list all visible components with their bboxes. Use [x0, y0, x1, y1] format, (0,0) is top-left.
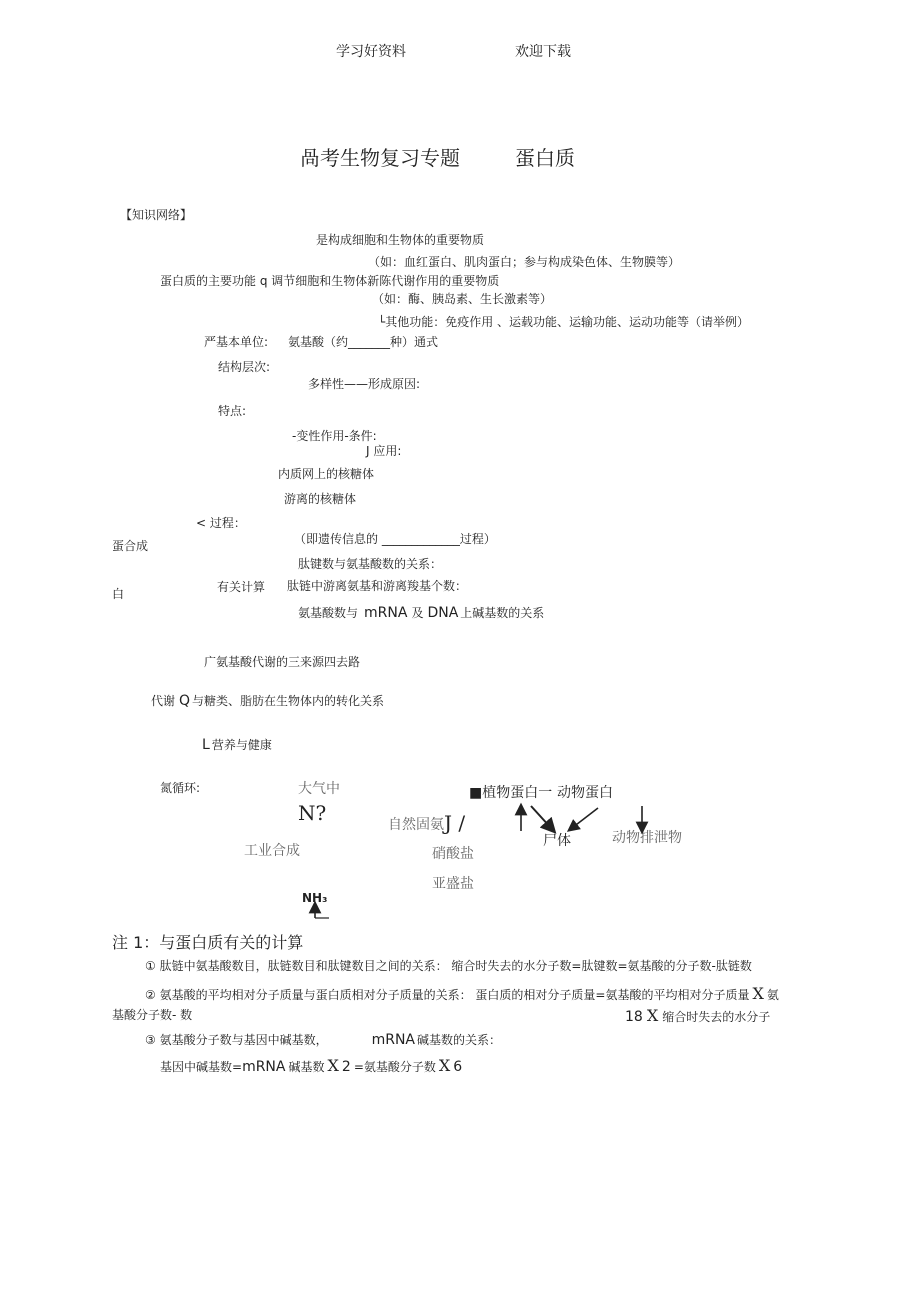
section-heading: 【知识网络】	[120, 208, 193, 222]
calculation-label: 有关计算	[217, 580, 266, 594]
peptide-relation: 肽键数与氨基酸数的关系：	[298, 557, 443, 571]
denaturation: -变性作用-条件:	[292, 429, 377, 443]
function-regulatory-example: （如：酶、胰岛素、生长激素等）	[372, 292, 553, 306]
industrial-synthesis: 工业合成	[244, 843, 300, 859]
application: J 应用:	[366, 444, 402, 458]
function-structural-example: （如：血红蛋白、肌肉蛋白；参与构成染色体、生物膜等）	[368, 255, 681, 269]
note-4: 基因中碱基数=mRNA 碱基数 X 2 =氨基酸分子数 X 6	[160, 1056, 463, 1075]
down-left-arrow-icon	[572, 808, 598, 828]
structure-levels: 结构层次:	[218, 360, 271, 374]
header-left: 学习好资料	[336, 44, 406, 60]
basic-unit-label: 严基本单位:	[204, 335, 269, 349]
free-ribosome: 游离的核糖体	[284, 492, 357, 506]
metabolic-conversion: 代谢 Q 与糖类、脂肪在生物体内的转化关系	[151, 693, 385, 709]
nutrition-health: L 营养与健康	[202, 737, 272, 753]
free-groups: 肽链中游离氨基和游离羧基个数：	[287, 579, 468, 593]
amino-acid-line: 氨基酸（约_______种）通式	[288, 335, 439, 349]
genetic-info-line: （即遗传信息的 _____________过程）	[294, 532, 496, 546]
note-1: ① 肽链中氨基酸数目，肽链数目和肽键数目之间的关系： 缩合时失去的水分子数=肽键数=氨基酸的分子数-肽链数	[145, 959, 752, 973]
animal-protein: 动物蛋白	[557, 785, 613, 801]
note-2: ② 氨基酸的平均相对分子质量与蛋白质相对分子质量的关系： 蛋白质的相对分子质量=氨基酸的平均相对分子质量 X 氨	[145, 984, 779, 1003]
er-ribosome: 内质网上的核糖体	[278, 467, 375, 481]
animal-excretion: 动物排泄物	[612, 830, 682, 846]
synthesis-process: < 过程：	[196, 516, 246, 530]
diversity: 多样性——形成原因:	[308, 377, 421, 391]
function-other: └其他功能：免疫作用 、运载功能、运输功能、运动功能等（请举例）	[378, 315, 750, 329]
note-2-tail: 18 X 缩合时失去的水分子	[625, 1006, 771, 1025]
note-2-continued: 基酸分子数- 数	[112, 1008, 193, 1022]
function-structural: 是构成细胞和生物体的重要物质	[316, 233, 485, 247]
natural-fixation: 自然固氨	[388, 817, 444, 833]
nh3-label: NH₃	[302, 891, 328, 905]
plant-protein: ■植物蛋白一	[469, 785, 553, 801]
atmosphere-label: 大气中	[298, 781, 340, 797]
nitrogen-cycle-label: 氮循环:	[160, 781, 201, 795]
main-functions: 蛋白质的主要功能 q 调节细胞和生物体新陈代谢作用的重要物质	[160, 274, 500, 288]
corpse-label: 尸体	[543, 833, 571, 849]
nitrite-label: 亚盛盐	[432, 876, 474, 892]
nitrate-label: 硝酸盐	[432, 846, 474, 862]
note-3: ③ 氨基酸分子数与基因中碱基数， mRNA 碱基数的关系：	[145, 1032, 502, 1048]
aa-mrna-dna-relation: 氨基酸数与 mRNA 及 DNA 上碱基数的关系	[298, 605, 545, 621]
header-right: 欢迎下载	[515, 44, 571, 60]
features: 特点:	[218, 404, 247, 418]
page-title-topic: 蛋白质	[515, 146, 575, 170]
amino-acid-metabolism: 广氨基酸代谢的三来源四去路	[204, 655, 361, 669]
fixation-mark: J /	[444, 811, 466, 835]
nh3-up-arrow-icon	[315, 907, 329, 918]
n2-label: N?	[298, 801, 327, 825]
page-title: 咼考生物复习专题	[300, 146, 460, 170]
protein-synthesis-label: 蛋合成	[112, 539, 149, 553]
protein-bai: 白	[112, 587, 125, 601]
notes-heading: 注 1：与蛋白质有关的计算	[112, 933, 304, 952]
down-right-arrow-icon	[531, 806, 551, 828]
